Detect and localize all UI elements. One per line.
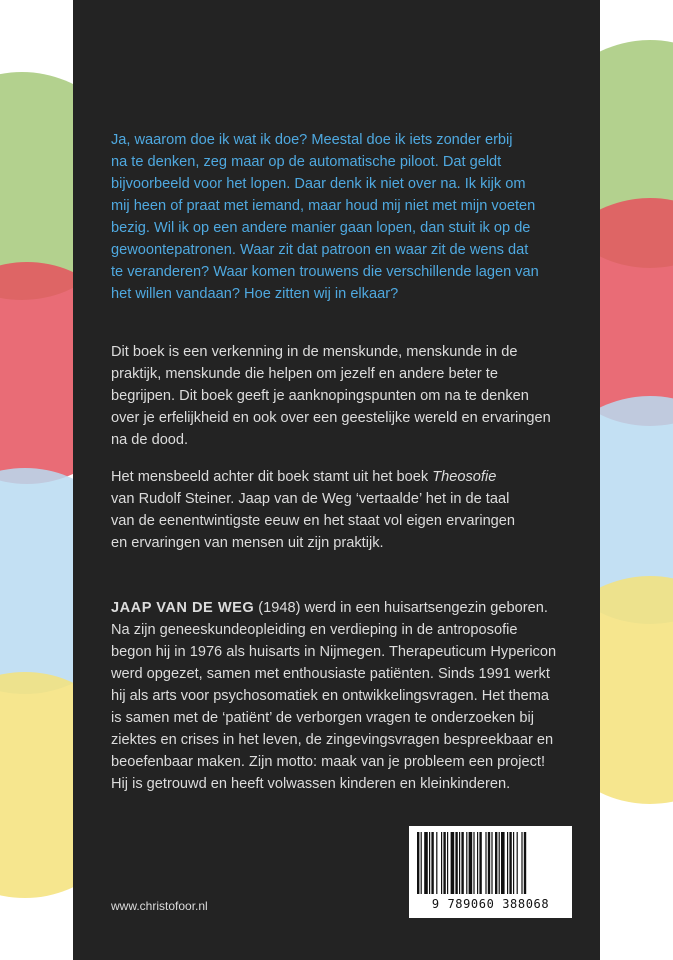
bio-line: beoefenbaar maken. Zijn motto: maak van je probleem een project! [111, 754, 546, 770]
barcode-bar [513, 832, 514, 894]
barcode-bar [461, 832, 463, 894]
bio-line: Na zijn geneeskundeopleiding en verdieping in de antroposofie [111, 622, 518, 638]
barcode-bar [424, 832, 428, 894]
intro-paragraph [111, 129, 563, 305]
intro-line: bijvoorbeeld voor het lopen. Daar denk ik niet over na. Ik kijk om [111, 176, 526, 192]
bio-line: werd opgezet, samen met enthousiaste patiënten. Sinds 1991 werkt [111, 666, 550, 682]
background-paragraph [111, 466, 563, 554]
barcode-bar [469, 832, 473, 894]
intro-line: Ja, waarom doe ik wat ik doe? Meestal doe ik iets zonder erbij [111, 132, 513, 148]
barcode-bar [499, 832, 500, 894]
description-line: begrijpen. Dit boek geeft je aanknopingspunten om na te denken [111, 388, 529, 404]
bio-line: ziektes en crises in het leven, de zingevingsvragen bespreekbaar en [111, 732, 554, 748]
intro-line: mij heen of praat met iemand, maar houd mij niet met mijn voeten [111, 198, 536, 214]
intro-line: het willen vandaan? Hoe zitten wij in elkaar? [111, 286, 399, 302]
description-paragraph [111, 341, 563, 451]
barcode-bar [473, 832, 474, 894]
bio-line: begon hij in 1976 als huisarts in Nijmegen. Therapeuticum Hypericon [111, 644, 557, 660]
description-line: over je erfelijkheid en ook over een geestelijke wereld en ervaringen [111, 410, 551, 426]
barcode-bar [521, 832, 522, 894]
publisher-website: www.christofoor.nl [111, 899, 208, 913]
description-line: praktijk, menskunde die helpen om jezelf en andere beter te [111, 366, 498, 382]
barcode-bar [501, 832, 505, 894]
author-name: JAAP VAN DE WEG [111, 600, 255, 616]
isbn-barcode [409, 826, 572, 918]
background-line-start: Het mensbeeld achter dit boek stamt uit het boek [111, 469, 433, 485]
barcode-bar [524, 832, 526, 894]
intro-line: na te denken, zeg maar op de automatische piloot. Dat geldt [111, 154, 502, 170]
description-line: Dit boek is een verkenning in de menskunde, menskunde in de [111, 344, 518, 360]
bio-line: hij als arts voor psychosomatiek en ontwikkelingsvragen. Het thema [111, 688, 550, 704]
barcode-bar [495, 832, 497, 894]
barcode-bar [485, 832, 486, 894]
barcode-bar [447, 832, 448, 894]
barcode-bar [455, 832, 457, 894]
intro-line: gewoontepatronen. Waar zit dat patroon en waar zit de wens dat [111, 242, 529, 258]
background-line: en ervaringen van mensen uit zijn praktijk. [111, 535, 384, 551]
barcode-bar [517, 832, 518, 894]
intro-line: te veranderen? Waar komen trouwens die verschillende lagen van [111, 264, 539, 280]
barcode-bar [421, 832, 422, 894]
barcode-bar [441, 832, 442, 894]
barcode-bar [509, 832, 511, 894]
barcode-bar [459, 832, 460, 894]
barcode-bar [436, 832, 437, 894]
book-title-theosofie: Theosofie [432, 469, 497, 485]
bio-first-line: (1948) werd in een huisartsengezin geboren. [254, 600, 548, 616]
intro-line: bezig. Wil ik op een andere manier gaan lopen, dan stuit ik op de [111, 220, 531, 236]
bio-line: is samen met de ‘patiënt’ de verborgen vragen te onderzoeken bij [111, 710, 534, 726]
barcode-bar [431, 832, 433, 894]
barcode-bar [507, 832, 508, 894]
author-bio [111, 597, 563, 795]
background-line: van de eenentwintigste eeuw en het staat vol eigen ervaringen [111, 513, 516, 529]
isbn-number: 9 789060 388068 [431, 897, 550, 911]
background-line: van Rudolf Steiner. Jaap van de Weg ‘vertaalde’ het in de taal [111, 491, 510, 507]
barcode-bar [491, 832, 492, 894]
barcode-bar [417, 832, 419, 894]
barcode-bars [415, 832, 566, 894]
barcode-bar [466, 832, 467, 894]
barcode-bar [443, 832, 445, 894]
barcode-bar [477, 832, 478, 894]
barcode-bar [451, 832, 455, 894]
barcode-bar [488, 832, 490, 894]
barcode-bar [479, 832, 481, 894]
bio-line: Hij is getrouwd en heeft volwassen kinderen en kleinkinderen. [111, 776, 511, 792]
barcode-bar [429, 832, 430, 894]
description-line: na de dood. [111, 432, 189, 448]
